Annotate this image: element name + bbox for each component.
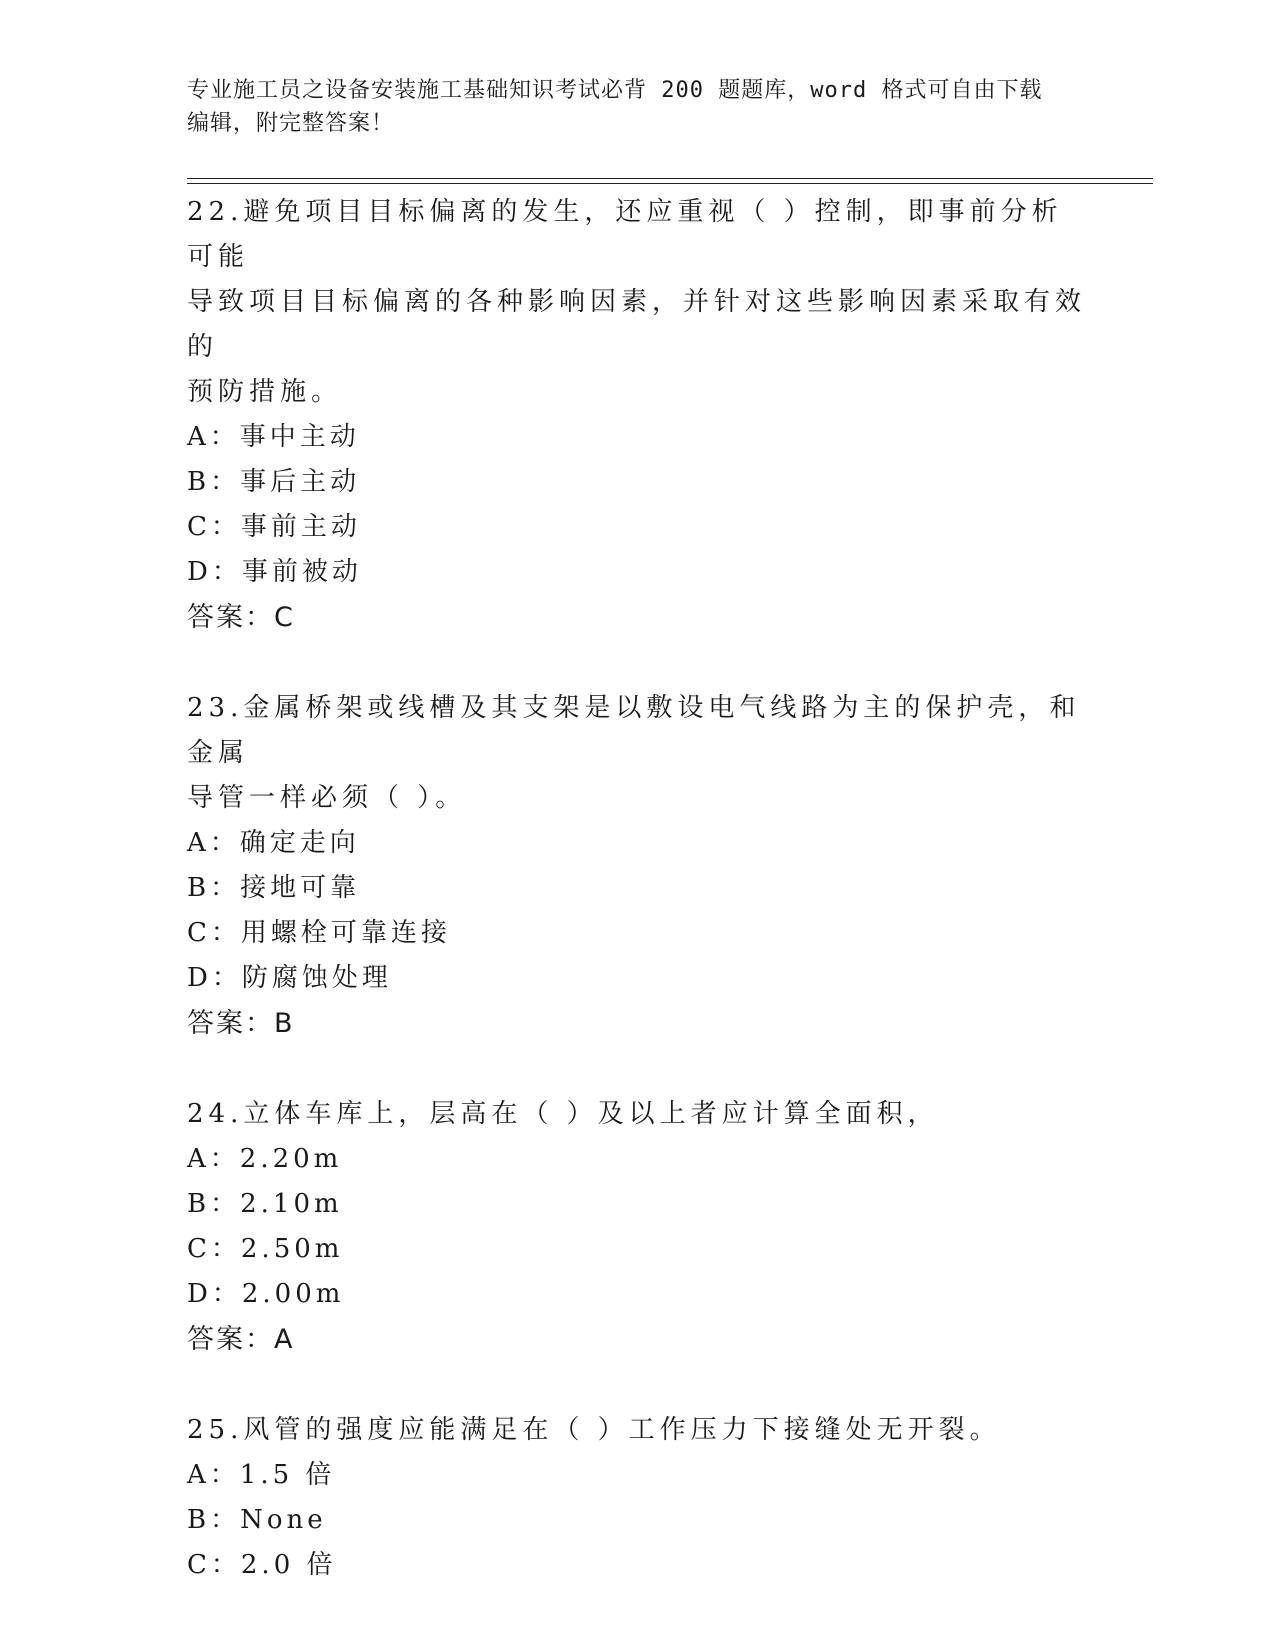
question-text-line: 24.立体车库上，层高在（ ）及以上者应计算全面积， (187, 1099, 939, 1129)
option-a: A：确定走向 (187, 828, 360, 858)
question-list (187, 190, 1087, 1588)
header-divider-bottom (187, 183, 1153, 184)
option-d: D：事前被动 (187, 557, 362, 587)
option-c: C：2.50m (187, 1234, 344, 1264)
question-24 (187, 1092, 1087, 1363)
option-b: B：接地可靠 (187, 873, 361, 903)
option-c: C：事前主动 (187, 512, 361, 542)
option-b: B：None (187, 1505, 327, 1535)
spacer (187, 1363, 1087, 1408)
option-a: A：1.5 倍 (187, 1460, 336, 1490)
header-line-1: 专业施工员之设备安装施工基础知识考试必背 200 题题库，word 格式可自由下载 (187, 78, 1043, 103)
question-text-line: 25.风管的强度应能满足在（ ）工作压力下接缝处无开裂。 (187, 1415, 1001, 1445)
document-header (187, 74, 1067, 140)
question-text-line: 23.金属桥架或线槽及其支架是以敷设电气线路为主的保护壳，和金属 (187, 693, 1081, 768)
question-22 (187, 190, 1087, 641)
option-a: A：2.20m (187, 1144, 343, 1174)
option-b: B：事后主动 (187, 467, 361, 497)
spacer (187, 1047, 1087, 1092)
question-text-line: 22.避免项目目标偏离的发生，还应重视（ ）控制，即事前分析可能 (187, 197, 1063, 272)
answer-label: 答案：C (187, 602, 295, 633)
answer-label: 答案：A (187, 1324, 295, 1355)
option-c: C：用螺栓可靠连接 (187, 918, 451, 948)
spacer (187, 641, 1087, 686)
answer-label: 答案：B (187, 1008, 295, 1039)
question-23 (187, 686, 1087, 1047)
option-c: C：2.0 倍 (187, 1550, 337, 1580)
question-text-line: 预防措施。 (187, 377, 343, 407)
option-b: B：2.10m (187, 1189, 343, 1219)
option-d: D：2.00m (187, 1279, 345, 1309)
question-25 (187, 1408, 1087, 1588)
header-divider-top (187, 178, 1153, 179)
header-line-2: 编辑，附完整答案！ (187, 111, 395, 136)
option-d: D：防腐蚀处理 (187, 963, 392, 993)
question-text-line: 导管一样必须（ ）。 (187, 783, 467, 813)
question-text-line: 导致项目目标偏离的各种影响因素，并针对这些影响因素采取有效的 (187, 287, 1087, 362)
option-a: A：事中主动 (187, 422, 360, 452)
